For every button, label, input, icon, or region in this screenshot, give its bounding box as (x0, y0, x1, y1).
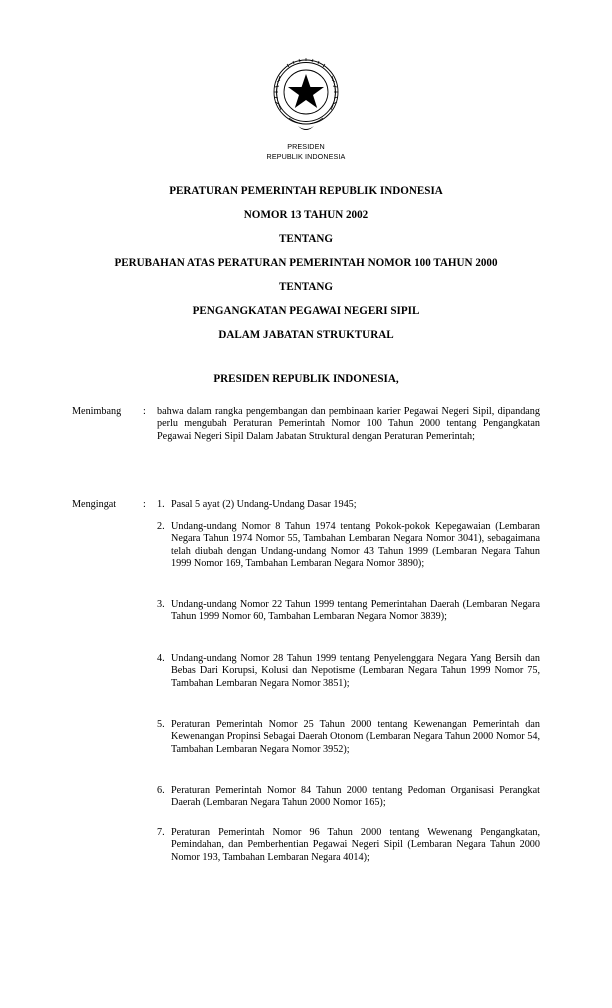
list-item-number: 7. (157, 827, 165, 838)
tentang-heading-2: TENTANG (278, 281, 334, 293)
emblem-caption-president: PRESIDEN (287, 142, 325, 151)
regulation-number: NOMOR 13 TAHUN 2002 (243, 209, 369, 221)
emblem-caption-republic: REPUBLIK INDONESIA (266, 152, 346, 161)
list-item-text: Undang-undang Nomor 22 Tahun 1999 tentang Pemerintahan Daerah (Lembaran Negara Tahun 1999 Nomor 60, Tambahan Lembaran Negara Nomor 3839); (171, 599, 540, 623)
president-heading: PRESIDEN REPUBLIK INDONESIA, (213, 373, 399, 385)
list-item-number: 2. (157, 521, 165, 532)
list-item-number: 6. (157, 785, 165, 796)
presidential-seal-icon (267, 52, 345, 138)
list-item-number: 4. (157, 653, 165, 664)
menimbang-text: bahwa dalam rangka pengembangan dan pembinaan karier Pegawai Negeri Sipil, dipandang perlu mengubah Peraturan Pemerintah Nomor 100 Tahun 2000 tentang Pengangkatan Pegawai Negeri Sipil Dalam Jabatan Struktural dengan Peraturan Pemerintah; (157, 406, 540, 442)
list-item-text: Peraturan Pemerintah Nomor 25 Tahun 2000 tentang Kewenangan Pemerintah dan Kewenangan Propinsi Sebagai Daerah Otonom (Lembaran Negara Tahun 2000 Nomor 54, Tambahan Lembaran Negara Nomor 3952); (171, 719, 540, 755)
list-item-text: Peraturan Pemerintah Nomor 96 Tahun 2000 tentang Wewenang Pengangkatan, Pemindahan, dan Pemberhentian Pegawai Negeri Sipil (Lembaran Negara Tahun 2000 Nomor 193, Tambahan Lembaran Negara 4014); (171, 827, 540, 863)
tentang-heading-1: TENTANG (278, 233, 334, 245)
list-item-text: Undang-undang Nomor 28 Tahun 1999 tentang Penyelenggara Negara Yang Bersih dan Bebas Dari Korupsi, Kolusi dan Nepotisme (Lembaran Negara Tahun 1999 Nomor 75, Tambahan Lembaran Negara Nomor 3851); (171, 653, 540, 689)
regulation-title: PERATURAN PEMERINTAH REPUBLIK INDONESIA (169, 185, 443, 197)
mengingat-label: Mengingat (72, 499, 117, 510)
list-item-text: Undang-undang Nomor 8 Tahun 1974 tentang Pokok-pokok Kepegawaian (Lembaran Negara Tahun 1974 Nomor 55, Tambahan Lembaran Negara Nomor 3041), sebagaimana telah diubah dengan Undang-undang Nomor 43 Tahun 1999 (Lembaran Negara Tahun 1999 Nomor 169, Tambahan Lembaran Negara Nomor 3890); (171, 521, 540, 569)
list-item-number: 5. (157, 719, 165, 730)
list-item-text: Peraturan Pemerintah Nomor 84 Tahun 2000 tentang Pedoman Organisasi Perangkat Daerah (Lembaran Negara Tahun 2000 Nomor 165); (171, 785, 540, 809)
subject-line-1: PENGANGKATAN PEGAWAI NEGERI SIPIL (192, 305, 420, 317)
mengingat-colon: : (143, 499, 146, 510)
list-item-number: 3. (157, 599, 165, 610)
list-item-text: Pasal 5 ayat (2) Undang-Undang Dasar 1945; (171, 499, 357, 510)
amendment-title: PERUBAHAN ATAS PERATURAN PEMERINTAH NOMOR 100 TAHUN 2000 (114, 257, 498, 269)
list-item-number: 1. (157, 499, 165, 510)
menimbang-colon: : (143, 406, 146, 417)
subject-line-2: DALAM JABATAN STRUKTURAL (218, 329, 394, 341)
menimbang-label: Menimbang (72, 406, 122, 417)
